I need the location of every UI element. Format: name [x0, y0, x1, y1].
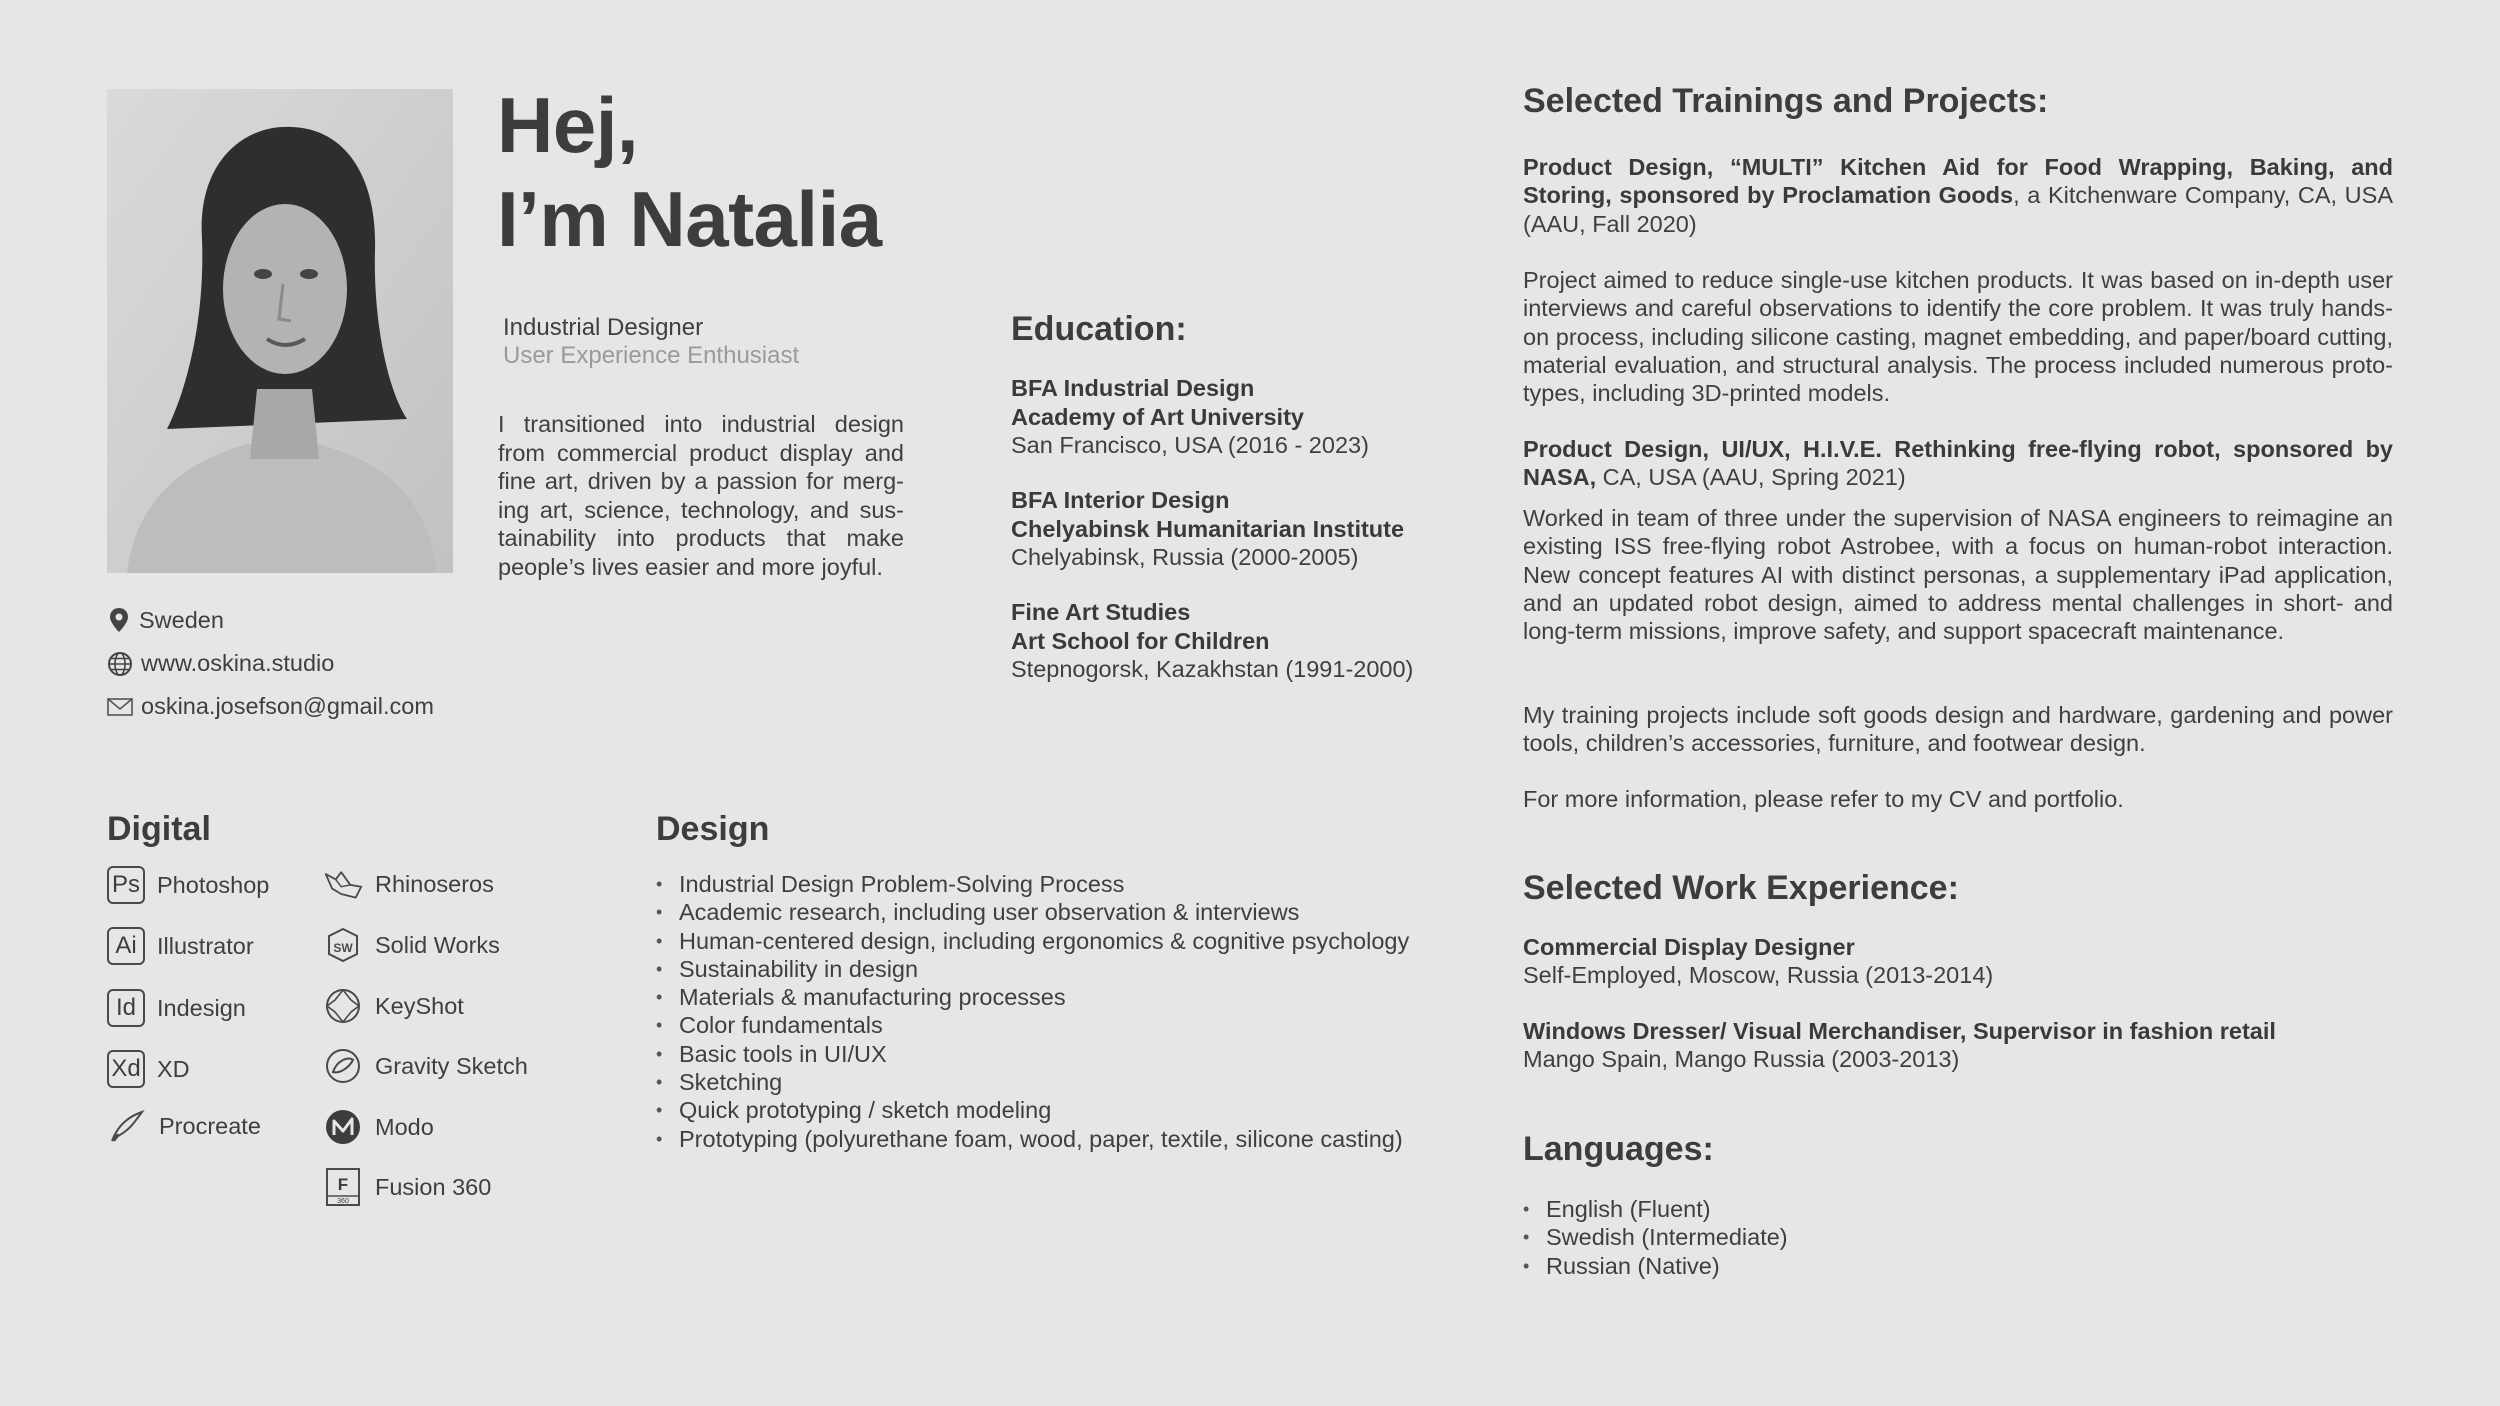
training-summary-text: My training projects include soft goods design and hardware, gardening and power tools, children’s accessories, furniture, and footwear design. — [1523, 702, 2393, 757]
contact-location — [107, 606, 507, 634]
education-place: Stepnogorsk, Kazakhstan (1991-2000) — [1011, 656, 1414, 682]
list-item: • Human-centered design, including ergonomics & cognitive psychology — [656, 927, 1409, 955]
education-entry — [1011, 598, 1413, 684]
tool-fusion360 — [323, 1167, 491, 1207]
intro-paragraph: I transitioned into industrial design from commercial product display and fine art, driven by a passion for merg-ing art, science, technology, and sus-tainability into products that make people’s lives easier and more joyful. — [498, 411, 904, 580]
design-list — [656, 870, 1409, 1153]
list-item: • Academic research, including user observation & interviews — [656, 898, 1409, 926]
education-title: Education: — [1011, 310, 1187, 348]
education-school: Chelyabinsk Humanitarian Institute — [1011, 515, 1405, 542]
list-item: • Russian (Native) — [1523, 1252, 1788, 1280]
illustrator-icon: Ai — [107, 927, 145, 965]
list-item: • Sustainability in design — [656, 955, 1409, 983]
tool-solidworks — [323, 925, 500, 965]
list-item: • Quick prototyping / sketch modeling — [656, 1096, 1409, 1124]
rhino-icon — [323, 864, 363, 904]
education-place: Chelyabinsk, Russia (2000-2005) — [1011, 544, 1359, 570]
training-project-1 — [1523, 153, 2393, 238]
tool-label: Fusion 360 — [375, 1173, 492, 1200]
envelope-icon — [107, 697, 133, 717]
training-summary — [1523, 701, 2393, 758]
email-link[interactable]: oskina.josefson@gmail.com — [141, 693, 434, 719]
list-item: • Industrial Design Problem-Solving Process — [656, 870, 1409, 898]
project-title: Product Design, UI/UX, H.I.V.E. Rethinking free-flying robot, sponsored by NASA, — [1523, 436, 2393, 491]
work-entry — [1523, 1017, 2393, 1074]
tool-label: Rhinoseros — [375, 870, 494, 897]
svg-text:360: 360 — [337, 1198, 349, 1205]
tool-label: Gravity Sketch — [375, 1052, 528, 1079]
solidworks-icon — [323, 925, 363, 965]
list-item: • English (Fluent) — [1523, 1195, 1788, 1223]
work-place: Self-Employed, Moscow, Russia (2013-2014) — [1523, 962, 1994, 989]
list-item: • Prototyping (polyurethane foam, wood, paper, textile, silicone casting) — [656, 1125, 1409, 1153]
project-meta: , a Kitchenware Company, CA, USA (AAU, Fall 2020) — [1523, 182, 2393, 237]
globe-icon — [107, 651, 133, 677]
tool-xd — [107, 1050, 190, 1088]
list-item: • Basic tools in UI/UX — [656, 1040, 1409, 1068]
tool-label: Modo — [375, 1113, 434, 1140]
contact-email[interactable] — [107, 693, 507, 720]
tool-label: XD — [157, 1055, 190, 1082]
training-project-2 — [1523, 435, 2393, 492]
education-entry — [1011, 374, 1369, 460]
digital-title: Digital — [107, 810, 211, 848]
work-title: Selected Work Experience: — [1523, 869, 1959, 907]
languages-title: Languages: — [1523, 1130, 1714, 1168]
project-description — [1523, 504, 2393, 645]
education-degree: BFA Industrial Design — [1011, 375, 1255, 401]
role-title: Industrial Designer — [503, 314, 704, 341]
work-place: Mango Spain, Mango Russia (2003-2013) — [1523, 1046, 1960, 1073]
tool-modo — [323, 1107, 434, 1147]
greeting-line-1: Hej, — [497, 81, 639, 169]
education-school: Art School for Children — [1011, 627, 1270, 654]
education-entry — [1011, 486, 1404, 572]
project-meta: CA, USA (AAU, Spring 2021) — [1596, 464, 1906, 491]
greeting-heading — [497, 78, 882, 266]
location-pin-icon — [107, 606, 131, 634]
project-description — [1523, 266, 2393, 407]
svg-text:F: F — [337, 1175, 349, 1194]
tool-label: Procreate — [159, 1112, 261, 1139]
tool-label: KeyShot — [375, 992, 464, 1019]
list-item: • Swedish (Intermediate) — [1523, 1223, 1788, 1251]
xd-icon: Xd — [107, 1050, 145, 1088]
tool-illustrator — [107, 927, 254, 965]
education-degree: BFA Interior Design — [1011, 487, 1230, 513]
tool-procreate — [107, 1106, 261, 1146]
project-description-text: Worked in team of three under the supervision of NASA engineers to reimagine an existing ISS free-flying robot Astrobee, with a focus on human-robot interaction. New concept features AI with distinct personas, a supplementary iPad application, and an updated robot design, aimed to address mental challenges in short- and long-term missions, improve safety, and support spacecraft maintenance. — [1523, 505, 2393, 645]
education-degree: Fine Art Studies — [1011, 599, 1191, 625]
greeting-line-2: I’m Natalia — [497, 175, 882, 263]
procreate-icon — [107, 1106, 147, 1146]
list-item: • Sketching — [656, 1068, 1409, 1096]
portrait-photo — [107, 89, 453, 573]
role-subtitle: User Experience Enthusiast — [503, 342, 800, 369]
tool-gravity-sketch — [323, 1046, 528, 1086]
contact-website[interactable] — [107, 650, 507, 677]
tool-label: Indesign — [157, 994, 246, 1021]
photoshop-icon: Ps — [107, 866, 145, 904]
tool-label: Solid Works — [375, 931, 500, 958]
project-title: Product Design, “MULTI” Kitchen Aid for Food Wrapping, Baking, and Storing, sponsored by Proclamation Goods — [1523, 154, 2393, 209]
portrait-illustration — [107, 89, 453, 573]
tool-label: Photoshop — [157, 871, 270, 898]
website-link[interactable]: www.oskina.studio — [141, 650, 335, 676]
work-entry — [1523, 933, 2393, 990]
tool-label: Illustrator — [157, 932, 254, 959]
modo-icon — [323, 1107, 363, 1147]
fusion360-icon — [323, 1167, 363, 1207]
tool-rhinoceros — [323, 864, 494, 904]
list-item: • Color fundamentals — [656, 1011, 1409, 1039]
gravity-sketch-icon — [323, 1046, 363, 1086]
svg-text:SW: SW — [333, 941, 353, 955]
work-role: Commercial Display Designer — [1523, 934, 1855, 960]
tool-indesign — [107, 989, 246, 1027]
location-text: Sweden — [139, 606, 224, 633]
design-title: Design — [656, 810, 770, 848]
indesign-icon: Id — [107, 989, 145, 1027]
tool-photoshop — [107, 866, 269, 904]
education-place: San Francisco, USA (2016 - 2023) — [1011, 432, 1369, 458]
more-info-text: For more information, please refer to my CV and portfolio. — [1523, 786, 2124, 812]
languages-list — [1523, 1195, 1788, 1280]
project-description-text: Project aimed to reduce single-use kitchen products. It was based on in-depth user interviews and careful observations to identify the core problem. It was truly hands-on process, including silicone casting, magnet embedding, and paper/board cutting, material evaluation, and structural analysis. The process included numerous proto-types, including 3D-printed models. — [1523, 267, 2393, 407]
trainings-title: Selected Trainings and Projects: — [1523, 82, 2049, 120]
keyshot-icon — [323, 986, 363, 1026]
tool-keyshot — [323, 986, 464, 1026]
work-role: Windows Dresser/ Visual Merchandiser, Supervisor in fashion retail — [1523, 1018, 2276, 1044]
list-item: • Materials & manufacturing processes — [656, 983, 1409, 1011]
education-school: Academy of Art University — [1011, 403, 1304, 430]
more-info — [1523, 785, 2393, 813]
